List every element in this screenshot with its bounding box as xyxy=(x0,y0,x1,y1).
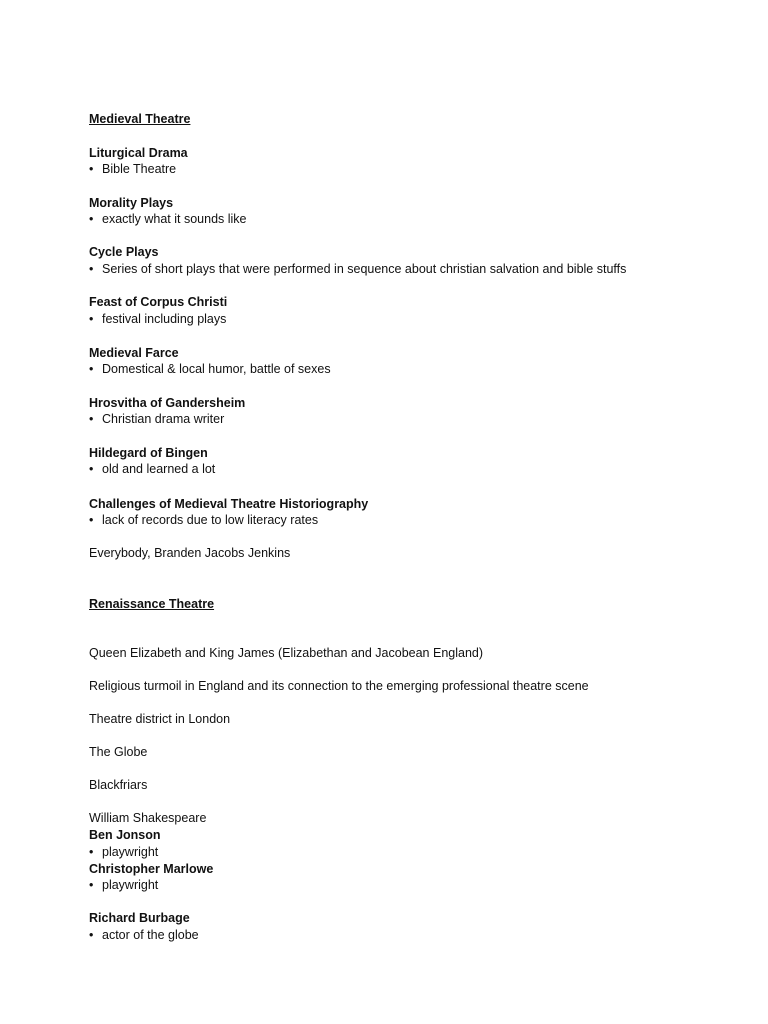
renaissance-line: The Globe xyxy=(89,745,148,759)
bullet-item xyxy=(89,512,318,529)
bullet-item xyxy=(89,927,199,944)
bullet-text: Series of short plays that were performed in sequence about christian salvation and bible stuffs xyxy=(102,262,627,276)
bullet-text: actor of the globe xyxy=(102,928,199,942)
bullet-item xyxy=(89,461,215,478)
term-richard-burbage: Richard Burbage xyxy=(89,911,190,925)
bullet-glyph: • xyxy=(89,878,94,892)
term-hildegard: Hildegard of Bingen xyxy=(89,446,208,460)
bullet-glyph: • xyxy=(89,462,94,476)
bullet-glyph: • xyxy=(89,513,94,527)
bullet-glyph: • xyxy=(89,162,94,176)
section-heading-renaissance: Renaissance Theatre xyxy=(89,597,215,611)
bullet-text: playwright xyxy=(102,845,159,859)
term-ben-jonson: Ben Jonson xyxy=(89,828,161,842)
bullet-item xyxy=(89,361,331,378)
term-hrosvitha: Hrosvitha of Gandersheim xyxy=(89,396,246,410)
bullet-text: festival including plays xyxy=(102,312,227,326)
bullet-item xyxy=(89,161,176,178)
section-heading-medieval: Medieval Theatre xyxy=(89,112,191,126)
renaissance-line: Queen Elizabeth and King James (Elizabethan and Jacobean England) xyxy=(89,646,484,660)
bullet-item xyxy=(89,311,226,328)
bullet-text: Domestical & local humor, battle of sexes xyxy=(102,362,331,376)
bullet-glyph: • xyxy=(89,845,94,859)
bullet-item xyxy=(89,211,247,228)
term-historiography-challenges: Challenges of Medieval Theatre Historiography xyxy=(89,497,369,511)
term-liturgical-drama: Liturgical Drama xyxy=(89,146,188,160)
term-feast-of-corpus-christi: Feast of Corpus Christi xyxy=(89,295,228,309)
renaissance-line: Theatre district in London xyxy=(89,712,231,726)
bullet-text: Bible Theatre xyxy=(102,162,177,176)
bullet-item xyxy=(89,877,158,894)
bullet-text: Christian drama writer xyxy=(102,412,225,426)
renaissance-line: Religious turmoil in England and its connection to the emerging professional theatre scene xyxy=(89,679,589,693)
renaissance-line: Blackfriars xyxy=(89,778,148,792)
bullet-text: playwright xyxy=(102,878,159,892)
bullet-glyph: • xyxy=(89,928,94,942)
renaissance-line: William Shakespeare xyxy=(89,811,207,825)
bullet-glyph: • xyxy=(89,212,94,226)
bullet-item xyxy=(89,844,158,861)
bullet-glyph: • xyxy=(89,362,94,376)
term-morality-plays: Morality Plays xyxy=(89,196,174,210)
term-cycle-plays: Cycle Plays xyxy=(89,245,159,259)
bullet-text: old and learned a lot xyxy=(102,462,216,476)
medieval-closing-line: Everybody, Branden Jacobs Jenkins xyxy=(89,546,291,560)
bullet-text: lack of records due to low literacy rates xyxy=(102,513,319,527)
bullet-item xyxy=(89,261,626,278)
bullet-glyph: • xyxy=(89,312,94,326)
bullet-text: exactly what it sounds like xyxy=(102,212,247,226)
term-christopher-marlowe: Christopher Marlowe xyxy=(89,862,214,876)
term-medieval-farce: Medieval Farce xyxy=(89,346,179,360)
bullet-item xyxy=(89,411,224,428)
bullet-glyph: • xyxy=(89,262,94,276)
bullet-glyph: • xyxy=(89,412,94,426)
